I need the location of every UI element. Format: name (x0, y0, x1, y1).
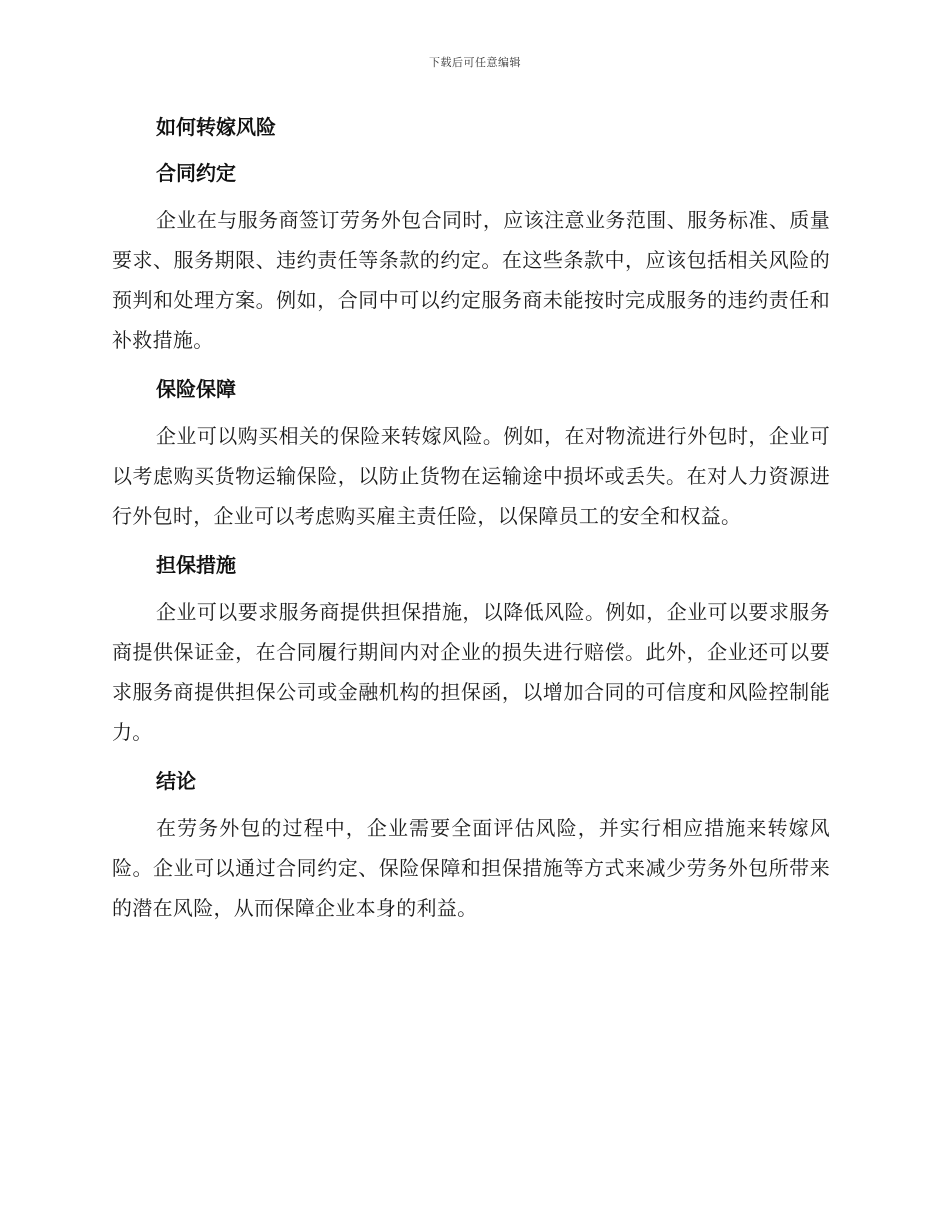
section-heading-contract: 合同约定 (156, 161, 236, 185)
section-heading-guarantee: 担保措施 (156, 553, 236, 577)
section-body-insurance: 企业可以购买相关的保险来转嫁风险。例如，在对物流进行外包时，企业可以考虑购买货物运输保险，以防止货物在运输途中损坏或丢失。在对人力资源进行外包时，企业可以考虑购买雇主责任险，以保障员工的安全和权益。 (112, 424, 830, 528)
section-body-contract: 企业在与服务商签订劳务外包合同时，应该注意业务范围、服务标准、质量要求、服务期限、违约责任等条款的约定。在这些条款中，应该包括相关风险的预判和处理方案。例如，合同中可以约定服务商未能按时完成服务的违约责任和补救措施。 (112, 208, 830, 352)
document-content (112, 110, 830, 928)
section-heading-insurance: 保险保障 (156, 377, 236, 401)
section-body-guarantee: 企业可以要求服务商提供担保措施，以降低风险。例如，企业可以要求服务商提供保证金，在合同履行期间内对企业的损失进行赔偿。此外，企业还可以要求服务商提供担保公司或金融机构的担保函，以增加合同的可信度和风险控制能力。 (112, 600, 830, 744)
header-note: 下载后可任意编辑 (429, 56, 521, 69)
section-body-conclusion: 在劳务外包的过程中，企业需要全面评估风险，并实行相应措施来转嫁风险。企业可以通过合同约定、保险保障和担保措施等方式来减少劳务外包所带来的潜在风险，从而保障企业本身的利益。 (112, 816, 830, 920)
document-title: 如何转嫁风险 (156, 115, 276, 139)
section-heading-conclusion: 结论 (156, 769, 196, 793)
